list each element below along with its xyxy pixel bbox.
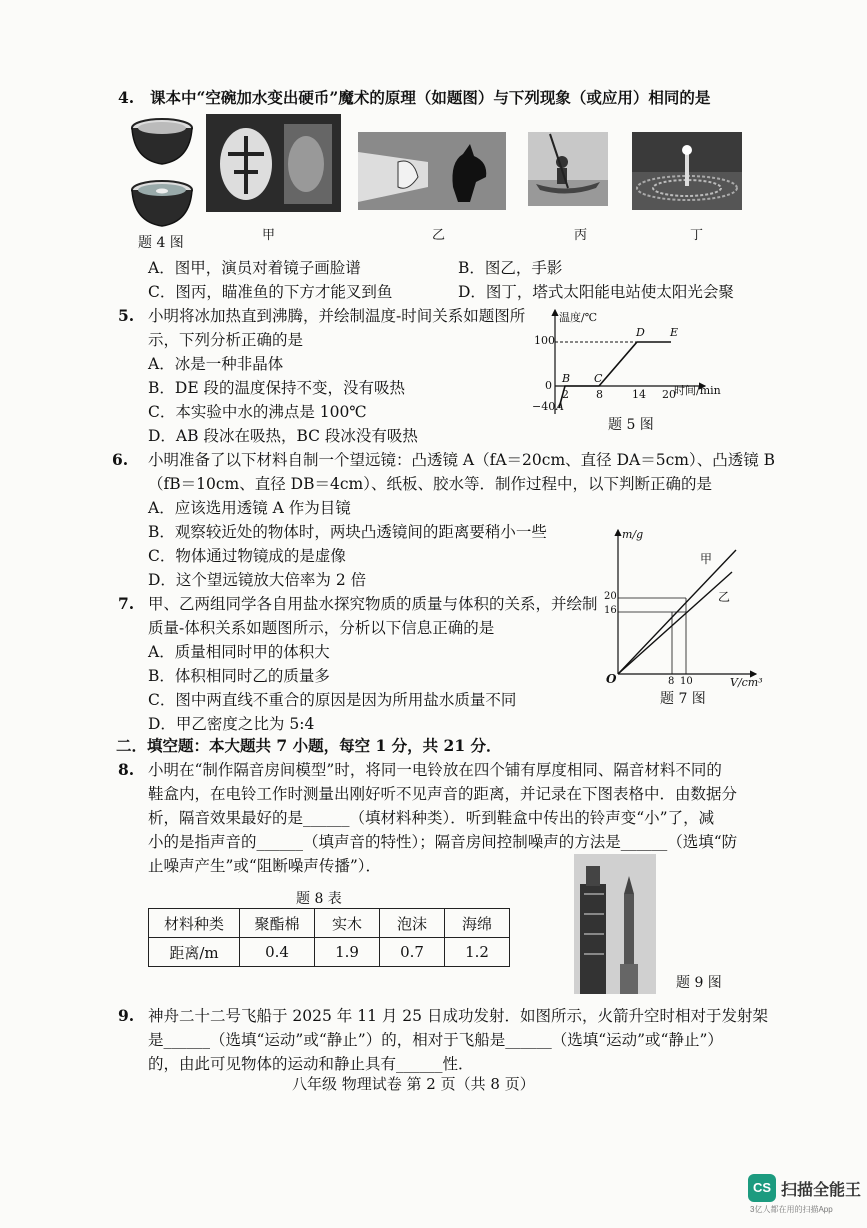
q7-xtick-10: 10 — [680, 676, 693, 687]
bowl-top-icon — [132, 119, 192, 164]
label-jia: 甲 — [262, 228, 276, 243]
section-2-heading: 二．填空题：本大题共 7 小题，每空 1 分，共 21 分． — [116, 736, 502, 755]
q8-table-caption: 题 8 表 — [296, 891, 342, 907]
q4-option-c: C．图丙，瞄准鱼的下方才能叉到鱼 — [148, 283, 393, 301]
q7-mass-volume-graph — [600, 524, 760, 684]
q9-line-3: 的，由此可见物体的运动和静止具有______性． — [148, 1055, 474, 1073]
q4-fig-caption: 题 4 图 — [138, 235, 184, 251]
q8-line-2: 鞋盒内，在电铃工作时测量出刚好听不见声音的距离，并记录在下图表格中．由数据分 — [148, 785, 738, 803]
table-row — [149, 938, 510, 967]
label-ding: 丁 — [690, 228, 704, 243]
q7-ylabel: m/g — [622, 528, 644, 541]
table-header-cell: 材料种类 — [149, 909, 240, 938]
q5-xtick-20: 20 — [662, 388, 676, 401]
camscanner-watermark — [748, 1174, 862, 1216]
q6-stem-2: （fB＝10cm、直径 DB＝4cm）、纸板、胶水等．制作过程中，以下判断正确的是 — [148, 475, 712, 493]
q7-xlabel: V/cm³ — [730, 676, 763, 689]
table-header-cell: 泡沫 — [380, 909, 445, 938]
camscanner-logo-icon: CS — [748, 1174, 776, 1202]
q8-line-3: 析，隔音效果最好的是______（填材料种类）．听到鞋盒中传出的铃声变“小”了，减 — [148, 809, 715, 827]
camscanner-title: 扫描全能王 — [781, 1182, 862, 1199]
q7-option-b: B．体积相同时乙的质量多 — [148, 667, 330, 685]
q5-xtick-2: 2 — [562, 388, 569, 401]
q7-ytick-20: 20 — [604, 591, 617, 602]
q7-ytick-16: 16 — [604, 605, 617, 616]
q7-option-d: D．甲乙密度之比为 5:4 — [148, 715, 315, 733]
q5-stem-1: 小明将冰加热直到沸腾，并绘制温度-时间关系如题图所 — [148, 307, 526, 325]
q9-line-2: 是______（选填“运动”或“静止”）的，相对于飞船是______（选填“运动”或“静止”） — [148, 1031, 723, 1049]
q5-xtick-14: 14 — [632, 388, 646, 401]
table-row — [149, 909, 510, 938]
q4-stem: 课本中“空碗加水变出硬币”魔术的原理（如题图）与下列现象（或应用）相同的是 — [150, 88, 711, 107]
bowl-bottom-icon — [132, 181, 192, 226]
q6-option-c: C．物体通过物镜成的是虚像 — [148, 547, 346, 565]
q6-option-d: D．这个望远镜放大倍率为 2 倍 — [148, 571, 367, 589]
q5-option-d: D．AB 段冰在吸热，BC 段冰没有吸热 — [148, 427, 418, 445]
q4-option-d: D．图丁，塔式太阳能电站使太阳光会聚 — [458, 283, 734, 301]
q5-ytick-neg40: −40 — [532, 400, 556, 413]
q7-line-yi — [618, 572, 732, 674]
bowl-images — [128, 112, 196, 230]
photo-bing-spear-fishing — [528, 132, 608, 206]
camscanner-subtitle: 3亿人都在用的扫描App — [750, 1205, 833, 1214]
q5-fig-caption: 题 5 图 — [608, 417, 654, 433]
table-header-cell: 实木 — [315, 909, 380, 938]
photo-jia-opera-mirror — [206, 114, 341, 212]
table-header-cell: 海绵 — [445, 909, 510, 938]
q4-number: 4. — [118, 88, 135, 107]
q7-origin: O — [606, 672, 617, 686]
q5-number: 5. — [118, 306, 135, 325]
q5-option-b: B．DE 段的温度保持不变，没有吸热 — [148, 379, 406, 397]
q5-ytick-0: 0 — [545, 379, 552, 392]
q6-option-a: A．应该选用透镜 A 作为目镜 — [148, 499, 351, 517]
q6-number: 6. — [112, 450, 129, 469]
q9-fig-caption: 题 9 图 — [676, 975, 722, 991]
q6-stem-1: 小明准备了以下材料自制一个望远镜：凸透镜 A（fA＝20cm、直径 DA＝5cm）、凸透镜 B — [148, 451, 776, 469]
q8-line-5: 止噪声产生”或“阻断噪声传播”）． — [148, 857, 382, 875]
q7-number: 7. — [118, 594, 135, 613]
q5-curve — [559, 342, 671, 408]
q7-xtick-8: 8 — [668, 676, 675, 687]
label-yi: 乙 — [432, 228, 446, 243]
table-cell: 0.4 — [240, 938, 315, 967]
photo-yi-hand-shadow — [358, 132, 506, 210]
q5-xlabel: 时间/min — [674, 384, 721, 397]
q5-ytick-100: 100 — [534, 334, 555, 347]
q5-point-e: E — [670, 326, 679, 339]
q9-line-1: 神舟二十二号飞船于 2025 年 11 月 25 日成功发射．如图所示，火箭升空时相对于发射架 — [148, 1007, 768, 1025]
q7-series-jia: 甲 — [700, 552, 713, 566]
q9-number: 9. — [118, 1006, 135, 1025]
q5-point-c: C — [594, 372, 603, 385]
q5-option-c: C．本实验中水的沸点是 100℃ — [148, 403, 367, 421]
q7-option-a: A．质量相同时甲的体积大 — [148, 643, 330, 661]
q5-ylabel: 温度/℃ — [559, 311, 598, 324]
table-cell: 1.2 — [445, 938, 510, 967]
q5-point-a: A — [556, 400, 564, 413]
q7-series-yi: 乙 — [718, 590, 731, 604]
q5-point-d: D — [636, 326, 645, 339]
q6-option-b: B．观察较近处的物体时，两块凸透镜间的距离要稍小一些 — [148, 523, 547, 541]
table-cell: 距离/m — [149, 938, 240, 967]
q5-stem-2: 示，下列分析正确的是 — [148, 331, 304, 349]
q4-option-b: B．图乙，手影 — [458, 259, 563, 277]
q8-table — [148, 908, 510, 967]
q8-line-4: 小的是指声音的______（填声音的特性）；隔音房间控制噪声的方法是______（选填“防 — [148, 833, 738, 851]
label-bing: 丙 — [574, 228, 588, 243]
photo-ding-solar-tower — [632, 132, 742, 210]
table-header-cell: 聚酯棉 — [240, 909, 315, 938]
q8-line-1: 小明在“制作隔音房间模型”时，将同一电铃放在四个铺有厚度相同、隔音材料不同的 — [148, 761, 722, 779]
table-cell: 0.7 — [380, 938, 445, 967]
q7-stem-1: 甲、乙两组同学各自用盐水探究物质的质量与体积的关系，并绘制 — [148, 595, 598, 613]
q8-number: 8. — [118, 760, 135, 779]
photo-rocket-launch — [574, 854, 656, 994]
table-cell: 1.9 — [315, 938, 380, 967]
q7-fig-caption: 题 7 图 — [660, 691, 706, 707]
q5-option-a: A．冰是一种非晶体 — [148, 355, 284, 373]
q4-option-a: A．图甲，演员对着镜子画脸谱 — [148, 259, 361, 277]
q5-xtick-8: 8 — [596, 388, 603, 401]
q7-option-c: C．图中两直线不重合的原因是因为所用盐水质量不同 — [148, 691, 517, 709]
q5-point-b: B — [562, 372, 571, 385]
q7-stem-2: 质量-体积关系如题图所示，分析以下信息正确的是 — [148, 619, 495, 637]
page-footer: 八年级 物理试卷 第 2 页（共 8 页） — [292, 1075, 535, 1093]
